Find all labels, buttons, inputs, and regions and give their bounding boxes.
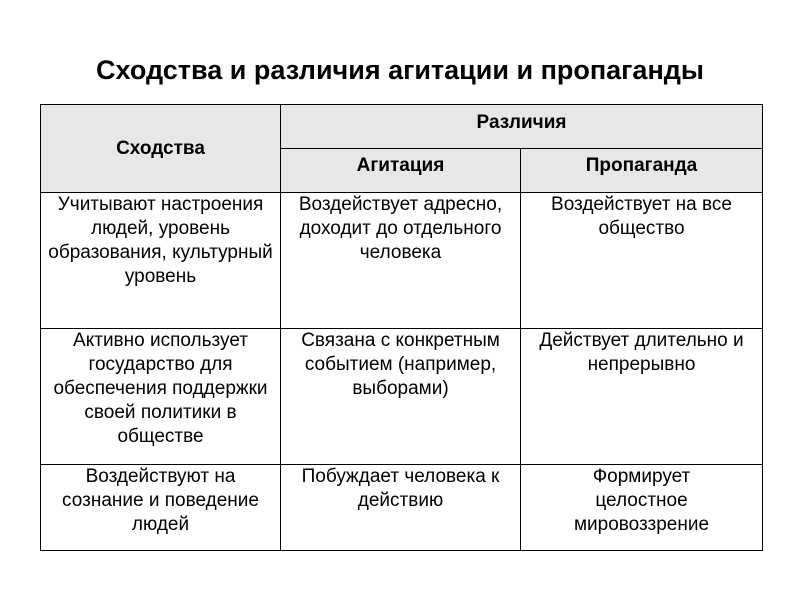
agitation-cell: Связана с конкретным событием (например, выборами) xyxy=(281,329,521,465)
similarity-cell: Воздействуют на сознание и поведение людей xyxy=(41,465,281,551)
page-title: Сходства и различия агитации и пропаганды xyxy=(96,55,704,85)
table-row xyxy=(41,465,763,551)
propaganda-cell: Воздействует на все общество xyxy=(521,193,763,329)
propaganda-cell: Действует длительно и непрерывно xyxy=(521,329,763,465)
agitation-cell: Воздействует адресно, доходит до отдельного человека xyxy=(281,193,521,329)
header-row-1 xyxy=(41,105,763,149)
header-differences: Различия xyxy=(281,105,763,149)
comparison-table xyxy=(40,104,763,551)
agitation-cell: Побуждает человека к действию xyxy=(281,465,521,551)
similarity-cell: Учитывают настроения людей, уровень образования, культурный уровень xyxy=(41,193,281,329)
similarity-cell: Активно использует государство для обеспечения поддержки своей политики в обществе xyxy=(41,329,281,465)
table-row xyxy=(41,193,763,329)
header-propaganda: Пропаганда xyxy=(521,149,763,193)
table-row xyxy=(41,329,763,465)
header-similarities: Сходства xyxy=(41,105,281,193)
propaganda-cell: Формирует целостное мировоззрение xyxy=(521,465,763,551)
header-agitation: Агитация xyxy=(281,149,521,193)
